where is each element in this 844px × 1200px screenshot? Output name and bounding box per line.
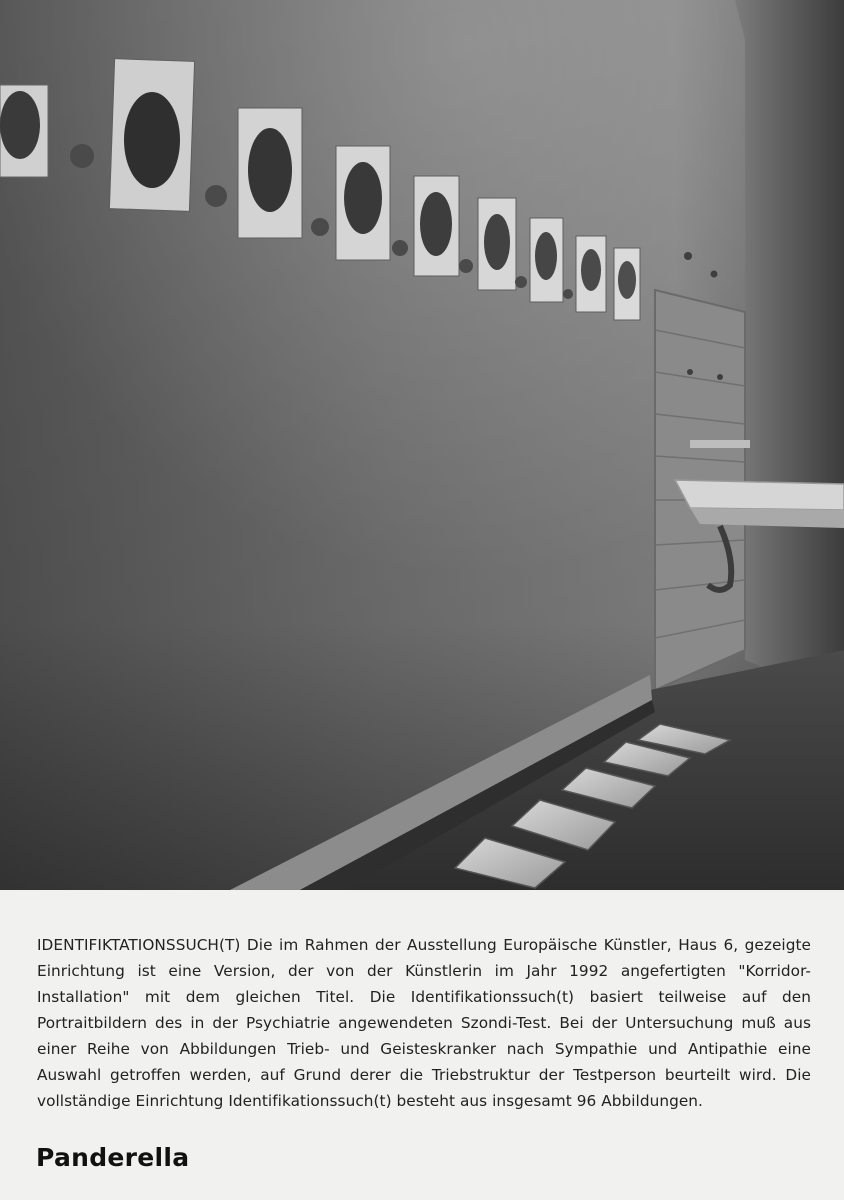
portrait-frame <box>576 236 606 312</box>
portrait-frame <box>0 85 48 177</box>
artist-name: Panderella <box>36 1143 190 1172</box>
caption-text: Die im Rahmen der Ausstellung Europäische Künstler, Haus 6, gezeigte Einrichtung ist eine Version, der von der Künstlerin im Jahr 1992 angefertigten "Korridor-Installation" mit dem gleichen Titel. Die Identifikationssuch(t) basiert teilweise auf den Portraitbildern des in der Psychiatrie angewendeten Szondi-Test. Bei der Untersuchung muß aus einer Reihe von Abbildungen Trieb- und Geisteskranker nach Sympathie und Antipathie eine Auswahl getroffen werden, auf Grund derer die Triebstruktur der Testperson beurteilt wird. Die vollständige Einrichtung Identifikationssuch(t) besteht aus insgesamt 96 Abbildungen. <box>37 936 811 1110</box>
portrait-frame <box>336 146 390 260</box>
back-wall <box>735 0 844 700</box>
caption-title: IDENTIFIKTATIONSSUCH(T) <box>37 936 241 954</box>
portrait-frame <box>238 108 302 238</box>
portrait-frame <box>478 198 516 290</box>
portrait-frame <box>530 218 563 302</box>
caption-paragraph <box>37 932 811 1114</box>
portrait-frame <box>414 176 459 276</box>
portrait-frame <box>109 59 194 212</box>
portrait-frame <box>614 248 640 320</box>
